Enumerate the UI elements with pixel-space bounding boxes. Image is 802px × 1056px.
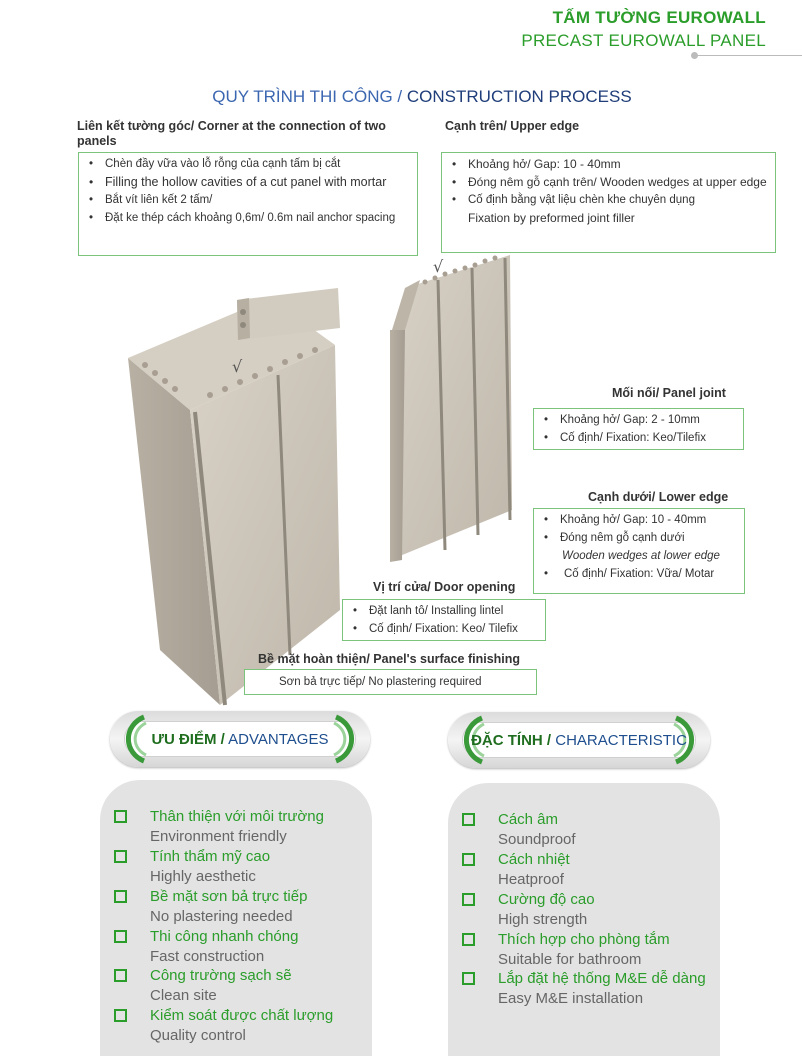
advantages-list xyxy=(100,780,372,1056)
characteristic-vn: Lắp đặt hệ thống M&E dễ dàng xyxy=(498,970,706,987)
characteristic-badge xyxy=(448,712,710,768)
lower-edge-item: • Đóng nêm gỗ cạnh dưới xyxy=(534,529,744,547)
panel-drawing xyxy=(100,250,560,720)
panel-joint-item: • Khoảng hở/ Gap: 2 - 10mm xyxy=(534,411,743,429)
surface-heading: Bề mặt hoàn thiện/ Panel's surface finishing xyxy=(258,652,521,666)
characteristic-en: Suitable for bathroom xyxy=(498,951,642,968)
advantages-badge-en: ADVANTAGES xyxy=(224,730,329,748)
checkbox-icon xyxy=(462,813,475,826)
lower-edge-heading: Cạnh dưới/ Lower edge xyxy=(588,490,729,504)
corner-heading: Liên kết tường góc/ Corner at the connection of two panels xyxy=(77,119,386,148)
checkbox-icon xyxy=(114,930,127,943)
header-divider-dot xyxy=(691,52,698,59)
characteristic-vn: Thích hợp cho phòng tắm xyxy=(498,931,670,948)
checkbox-icon xyxy=(462,893,475,906)
advantages-badge-vn: ƯU ĐIỂM / xyxy=(151,730,225,748)
advantages-badge xyxy=(110,711,370,767)
advantage-vn: Thi công nhanh chóng xyxy=(150,928,299,945)
panel-joint-box xyxy=(533,408,744,450)
upper-edge-item: • Cố định bằng vật liệu chèn khe chuyên dụng xyxy=(442,191,775,209)
advantage-en: Highly aesthetic xyxy=(150,868,256,885)
upper-edge-item: Fixation by preformed joint filler xyxy=(468,211,635,225)
advantage-vn: Kiểm soát được chất lượng xyxy=(150,1007,334,1024)
lower-edge-item: • Khoảng hở/ Gap: 10 - 40mm xyxy=(534,511,744,529)
checkbox-icon xyxy=(462,933,475,946)
characteristic-en: Heatproof xyxy=(498,871,564,888)
header-divider xyxy=(692,55,802,56)
upper-edge-heading: Cạnh trên/ Upper edge xyxy=(445,119,580,133)
advantage-en: Clean site xyxy=(150,987,217,1004)
characteristic-vn: Cách nhiệt xyxy=(498,851,570,868)
svg-text:√: √ xyxy=(232,357,243,376)
svg-text:√: √ xyxy=(433,257,444,276)
lower-edge-box xyxy=(533,508,745,594)
checkbox-icon xyxy=(114,969,127,982)
corner-item-text: Filling the hollow cavities of a cut panel with mortar xyxy=(105,175,387,189)
title-en: PRECAST EUROWALL PANEL xyxy=(521,31,766,50)
advantage-en: Quality control xyxy=(150,1027,246,1044)
corner-item: • Đặt ke thép cách khoảng 0,6m/ 0.6m nail anchor spacing xyxy=(79,209,417,227)
door-opening-box xyxy=(342,599,546,641)
door-opening-item: • Cố định/ Fixation: Keo/ Tilefix xyxy=(343,620,545,638)
lower-edge-item: Wooden wedges at lower edge xyxy=(562,550,720,562)
characteristic-badge-en: CHARACTERISTIC xyxy=(551,731,687,749)
title-vn: TẤM TƯỜNG EUROWALL xyxy=(552,8,766,27)
upper-edge-box xyxy=(441,152,776,253)
checkbox-icon xyxy=(462,972,475,985)
characteristic-vn: Cách âm xyxy=(498,811,559,828)
advantage-vn: Thân thiện với môi trường xyxy=(150,808,324,825)
characteristic-en: Easy M&E installation xyxy=(498,990,644,1007)
advantage-vn: Công trường sạch sẽ xyxy=(150,967,292,984)
lower-edge-item: • Cố định/ Fixation: Vữa/ Motar xyxy=(534,565,744,583)
characteristic-vn: Cường độ cao xyxy=(498,891,595,908)
corner-box xyxy=(78,152,418,256)
checkbox-icon xyxy=(462,853,475,866)
panel-joint-heading: Mối nối/ Panel joint xyxy=(612,386,726,400)
advantage-en: Environment friendly xyxy=(150,828,287,845)
checkbox-icon xyxy=(114,890,127,903)
corner-item xyxy=(79,173,417,191)
characteristic-en: Soundproof xyxy=(498,831,576,848)
advantage-vn: Bề mặt sơn bả trực tiếp xyxy=(150,888,308,905)
characteristic-en: High strength xyxy=(498,911,588,928)
panel-joint-item: • Cố định/ Fixation: Keo/Tilefix xyxy=(534,429,743,447)
characteristic-badge-vn: ĐẶC TÍNH / xyxy=(471,731,552,749)
corner-item: • Bắt vít liên kết 2 tấm/ xyxy=(79,191,417,209)
checkbox-icon xyxy=(114,810,127,823)
advantage-en: Fast construction xyxy=(150,948,265,965)
upper-edge-item: • Đóng nêm gỗ cạnh trên/ Wooden wedges at upper edge xyxy=(442,173,775,191)
corner-item: • Chèn đầy vữa vào lỗ rỗng của cạnh tấm bị cắt xyxy=(79,155,417,173)
door-opening-item: • Đặt lanh tô/ Installing lintel xyxy=(343,602,545,620)
characteristic-list xyxy=(448,783,720,1056)
door-opening-heading: Vị trí cửa/ Door opening xyxy=(373,580,516,594)
lintel-block xyxy=(237,288,340,340)
advantage-en: No plastering needed xyxy=(150,908,293,925)
process-title-en: CONSTRUCTION PROCESS xyxy=(406,87,632,106)
process-title xyxy=(0,87,802,107)
upper-edge-item: • Khoảng hở/ Gap: 10 - 40mm xyxy=(442,155,775,173)
checkbox-icon xyxy=(114,850,127,863)
process-title-vn: QUY TRÌNH THI CÔNG / xyxy=(212,87,407,106)
advantage-vn: Tính thẩm mỹ cao xyxy=(150,848,271,865)
checkbox-icon xyxy=(114,1009,127,1022)
surface-box: Sơn bả trực tiếp/ No plastering required xyxy=(244,669,537,695)
